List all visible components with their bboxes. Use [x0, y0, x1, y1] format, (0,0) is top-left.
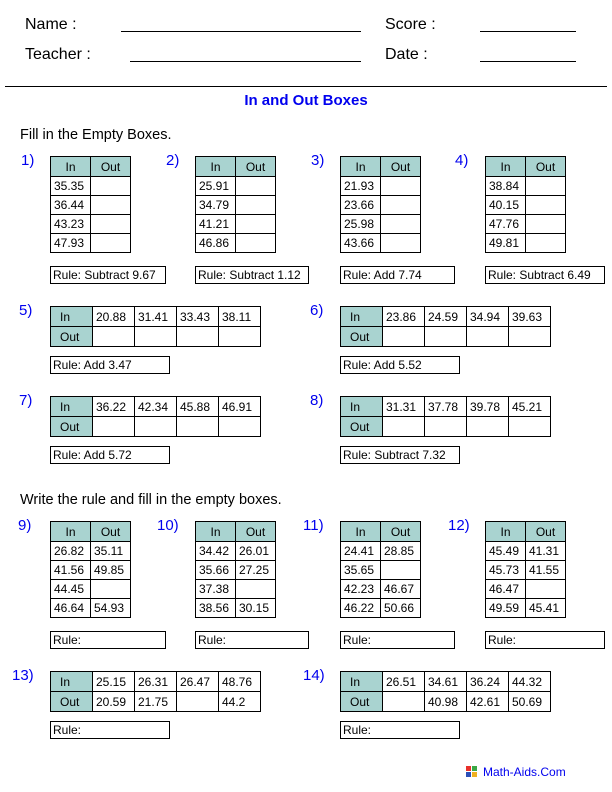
out-cell-empty[interactable] [236, 215, 276, 234]
in-cell: 42.34 [135, 397, 177, 417]
out-cell-empty[interactable] [509, 417, 551, 437]
in-cell: 33.43 [177, 307, 219, 327]
score-field[interactable] [480, 31, 576, 32]
in-row [341, 397, 551, 417]
out-header: Out [341, 327, 383, 347]
out-header: Out [91, 522, 131, 542]
rule-box: Rule: Add 5.72 [50, 446, 170, 464]
table-row [341, 215, 421, 234]
out-cell: 42.61 [467, 692, 509, 712]
rule-box: Rule: Subtract 7.32 [340, 446, 460, 464]
in-row [51, 307, 261, 327]
in-out-table [485, 156, 566, 253]
in-cell: 31.31 [383, 397, 425, 417]
in-out-table [50, 396, 261, 437]
in-cell: 48.76 [219, 672, 261, 692]
in-cell: 41.21 [196, 215, 236, 234]
in-header: In [51, 397, 93, 417]
out-cell: 21.75 [135, 692, 177, 712]
out-cell: 46.67 [381, 580, 421, 599]
out-cell-empty[interactable] [381, 177, 421, 196]
out-cell: 40.98 [425, 692, 467, 712]
date-label: Date : [385, 46, 428, 63]
out-cell-empty[interactable] [91, 580, 131, 599]
out-cell-empty[interactable] [526, 196, 566, 215]
table-row [196, 580, 276, 599]
problem-number: 5) [19, 302, 33, 319]
out-cell-empty[interactable] [91, 215, 131, 234]
out-header: Out [51, 417, 93, 437]
in-cell: 25.91 [196, 177, 236, 196]
in-cell: 46.47 [486, 580, 526, 599]
out-header: Out [51, 692, 93, 712]
rule-box[interactable]: Rule: [340, 631, 455, 649]
logo-square [466, 766, 471, 771]
header-row [196, 157, 276, 177]
table-row [196, 542, 276, 561]
out-cell-empty[interactable] [509, 327, 551, 347]
in-row [341, 307, 551, 327]
table-row [196, 561, 276, 580]
out-cell-empty[interactable] [236, 177, 276, 196]
in-cell: 34.42 [196, 542, 236, 561]
header-row [486, 522, 566, 542]
out-cell-empty[interactable] [526, 580, 566, 599]
out-row [51, 692, 261, 712]
out-cell: 26.01 [236, 542, 276, 561]
rule-box: Rule: Subtract 9.67 [50, 266, 166, 284]
out-cell-empty[interactable] [93, 327, 135, 347]
in-cell: 45.21 [509, 397, 551, 417]
in-out-table [340, 671, 551, 712]
in-cell: 37.78 [425, 397, 467, 417]
rule-box[interactable]: Rule: [340, 721, 460, 739]
table-row [51, 215, 131, 234]
in-cell: 25.15 [93, 672, 135, 692]
out-cell-empty[interactable] [467, 327, 509, 347]
in-cell: 49.59 [486, 599, 526, 618]
logo-square [472, 766, 477, 771]
logo-text: Math-Aids.Com [483, 765, 566, 779]
out-cell-empty[interactable] [526, 215, 566, 234]
out-header: Out [236, 157, 276, 177]
out-cell: 41.31 [526, 542, 566, 561]
teacher-label: Teacher : [25, 46, 91, 63]
header-row [341, 522, 421, 542]
header-row [196, 522, 276, 542]
in-cell: 42.23 [341, 580, 381, 599]
header-row [486, 157, 566, 177]
out-cell-empty[interactable] [383, 327, 425, 347]
out-cell: 27.25 [236, 561, 276, 580]
in-cell: 38.56 [196, 599, 236, 618]
problem-number: 3) [311, 152, 325, 169]
table-row [341, 542, 421, 561]
in-cell: 36.22 [93, 397, 135, 417]
out-header: Out [341, 417, 383, 437]
in-cell: 40.15 [486, 196, 526, 215]
problem-number: 13) [12, 667, 34, 684]
out-cell: 35.11 [91, 542, 131, 561]
problem-number: 9) [18, 517, 32, 534]
in-cell: 23.86 [383, 307, 425, 327]
problem-number: 10) [157, 517, 179, 534]
in-cell: 26.51 [383, 672, 425, 692]
out-cell: 49.85 [91, 561, 131, 580]
rule-box: Rule: Add 5.52 [340, 356, 460, 374]
out-row [341, 692, 551, 712]
in-cell: 44.45 [51, 580, 91, 599]
in-out-table [195, 156, 276, 253]
logo-square [472, 772, 477, 777]
out-cell-empty[interactable] [425, 327, 467, 347]
in-cell: 24.59 [425, 307, 467, 327]
header-row [51, 522, 131, 542]
out-row [51, 417, 261, 437]
in-cell: 46.91 [219, 397, 261, 417]
out-cell-empty[interactable] [236, 580, 276, 599]
table-row [341, 561, 421, 580]
problem-number: 2) [166, 152, 180, 169]
out-cell-empty[interactable] [93, 417, 135, 437]
rule-box[interactable]: Rule: [50, 631, 166, 649]
out-cell-empty[interactable] [219, 327, 261, 347]
table-row [51, 580, 131, 599]
in-header: In [486, 157, 526, 177]
table-row [341, 580, 421, 599]
rule-box: Rule: Subtract 1.12 [195, 266, 309, 284]
out-cell-empty[interactable] [177, 692, 219, 712]
in-out-table [340, 306, 551, 347]
in-cell: 26.82 [51, 542, 91, 561]
problem-number: 1) [21, 152, 35, 169]
header-divider [5, 86, 607, 87]
table-row [196, 599, 276, 618]
out-cell-empty[interactable] [383, 417, 425, 437]
teacher-field[interactable] [130, 61, 361, 62]
out-cell-empty[interactable] [236, 196, 276, 215]
in-cell: 21.93 [341, 177, 381, 196]
problem-number: 4) [455, 152, 469, 169]
out-header: Out [526, 522, 566, 542]
in-out-table [340, 521, 421, 618]
out-header: Out [341, 692, 383, 712]
table-row [196, 234, 276, 253]
in-cell: 35.65 [341, 561, 381, 580]
out-cell: 45.41 [526, 599, 566, 618]
table-row [51, 196, 131, 215]
in-cell: 36.24 [467, 672, 509, 692]
in-cell: 41.56 [51, 561, 91, 580]
header-row [51, 157, 131, 177]
out-cell-empty[interactable] [526, 177, 566, 196]
name-label: Name : [25, 16, 77, 33]
in-cell: 39.63 [509, 307, 551, 327]
rule-box[interactable]: Rule: [50, 721, 170, 739]
in-cell: 31.41 [135, 307, 177, 327]
score-label: Score : [385, 16, 436, 33]
in-cell: 35.66 [196, 561, 236, 580]
in-out-table [50, 156, 131, 253]
out-cell-empty[interactable] [91, 177, 131, 196]
in-cell: 39.78 [467, 397, 509, 417]
out-cell: 41.55 [526, 561, 566, 580]
table-row [486, 580, 566, 599]
out-cell-empty[interactable] [219, 417, 261, 437]
problem-number: 14) [303, 667, 325, 684]
in-row [51, 672, 261, 692]
table-row [486, 599, 566, 618]
out-cell-empty[interactable] [425, 417, 467, 437]
out-cell-empty[interactable] [177, 417, 219, 437]
in-row [51, 397, 261, 417]
table-row [486, 177, 566, 196]
table-row [486, 215, 566, 234]
in-cell: 46.64 [51, 599, 91, 618]
out-cell: 44.2 [219, 692, 261, 712]
in-cell: 43.23 [51, 215, 91, 234]
in-cell: 47.93 [51, 234, 91, 253]
logo-square [466, 772, 471, 777]
table-row [341, 234, 421, 253]
in-cell: 45.49 [486, 542, 526, 561]
in-header: In [341, 307, 383, 327]
part2-instruction: Write the rule and fill in the empty boxes. [20, 492, 282, 508]
out-cell: 54.93 [91, 599, 131, 618]
in-header: In [196, 522, 236, 542]
out-cell-empty[interactable] [135, 327, 177, 347]
out-cell-empty[interactable] [381, 215, 421, 234]
in-out-table [340, 156, 421, 253]
out-cell-empty[interactable] [381, 234, 421, 253]
rule-box[interactable]: Rule: [195, 631, 309, 649]
in-cell: 47.76 [486, 215, 526, 234]
in-cell: 25.98 [341, 215, 381, 234]
header-row [341, 157, 421, 177]
out-header: Out [526, 157, 566, 177]
in-header: In [51, 522, 91, 542]
in-out-table [340, 396, 551, 437]
date-field[interactable] [480, 61, 576, 62]
table-row [196, 177, 276, 196]
in-header: In [341, 397, 383, 417]
in-header: In [51, 672, 93, 692]
part1-instruction: Fill in the Empty Boxes. [20, 127, 172, 143]
out-cell: 28.85 [381, 542, 421, 561]
table-row [341, 177, 421, 196]
in-header: In [196, 157, 236, 177]
in-cell: 38.84 [486, 177, 526, 196]
table-row [486, 196, 566, 215]
out-row [341, 327, 551, 347]
out-cell-empty[interactable] [381, 561, 421, 580]
table-row [486, 234, 566, 253]
in-cell: 49.81 [486, 234, 526, 253]
table-row [51, 561, 131, 580]
table-row [51, 599, 131, 618]
out-cell: 50.66 [381, 599, 421, 618]
name-field[interactable] [121, 31, 361, 32]
in-cell: 46.22 [341, 599, 381, 618]
in-cell: 45.73 [486, 561, 526, 580]
in-cell: 26.31 [135, 672, 177, 692]
worksheet-title: In and Out Boxes [244, 92, 368, 109]
in-out-table [485, 521, 566, 618]
in-out-table [50, 306, 261, 347]
out-cell-empty[interactable] [381, 196, 421, 215]
table-row [486, 542, 566, 561]
in-cell: 20.88 [93, 307, 135, 327]
in-cell: 37.38 [196, 580, 236, 599]
rule-box: Rule: Add 3.47 [50, 356, 170, 374]
table-row [486, 561, 566, 580]
in-cell: 34.61 [425, 672, 467, 692]
out-cell-empty[interactable] [91, 196, 131, 215]
out-cell-empty[interactable] [177, 327, 219, 347]
math-operations-icon [466, 766, 478, 778]
in-cell: 46.86 [196, 234, 236, 253]
table-row [196, 196, 276, 215]
in-cell: 23.66 [341, 196, 381, 215]
in-row [341, 672, 551, 692]
rule-box[interactable]: Rule: [485, 631, 605, 649]
out-cell: 50.69 [509, 692, 551, 712]
in-cell: 26.47 [177, 672, 219, 692]
in-out-table [50, 671, 261, 712]
problem-number: 7) [19, 392, 33, 409]
in-header: In [341, 522, 381, 542]
problem-number: 6) [310, 302, 324, 319]
out-row [51, 327, 261, 347]
out-cell: 30.15 [236, 599, 276, 618]
problem-number: 11) [303, 517, 324, 534]
out-header: Out [51, 327, 93, 347]
out-header: Out [91, 157, 131, 177]
out-header: Out [236, 522, 276, 542]
in-cell: 35.35 [51, 177, 91, 196]
in-cell: 44.32 [509, 672, 551, 692]
out-cell-empty[interactable] [135, 417, 177, 437]
table-row [341, 196, 421, 215]
math-aids-logo[interactable] [466, 765, 566, 779]
out-header: Out [381, 522, 421, 542]
in-cell: 34.79 [196, 196, 236, 215]
out-cell-empty[interactable] [383, 692, 425, 712]
out-row [341, 417, 551, 437]
in-cell: 43.66 [341, 234, 381, 253]
out-cell: 20.59 [93, 692, 135, 712]
in-cell: 34.94 [467, 307, 509, 327]
in-cell: 45.88 [177, 397, 219, 417]
in-cell: 38.11 [219, 307, 261, 327]
out-cell-empty[interactable] [467, 417, 509, 437]
rule-box: Rule: Add 7.74 [340, 266, 455, 284]
table-row [51, 234, 131, 253]
table-row [51, 542, 131, 561]
rule-box: Rule: Subtract 6.49 [485, 266, 605, 284]
in-header: In [51, 157, 91, 177]
out-header: Out [381, 157, 421, 177]
in-header: In [486, 522, 526, 542]
in-cell: 24.41 [341, 542, 381, 561]
table-row [196, 215, 276, 234]
out-cell-empty[interactable] [236, 234, 276, 253]
in-header: In [341, 157, 381, 177]
table-row [341, 599, 421, 618]
in-out-table [50, 521, 131, 618]
out-cell-empty[interactable] [526, 234, 566, 253]
table-row [51, 177, 131, 196]
problem-number: 8) [310, 392, 324, 409]
in-header: In [51, 307, 93, 327]
problem-number: 12) [448, 517, 470, 534]
in-cell: 36.44 [51, 196, 91, 215]
in-header: In [341, 672, 383, 692]
in-out-table [195, 521, 276, 618]
out-cell-empty[interactable] [91, 234, 131, 253]
